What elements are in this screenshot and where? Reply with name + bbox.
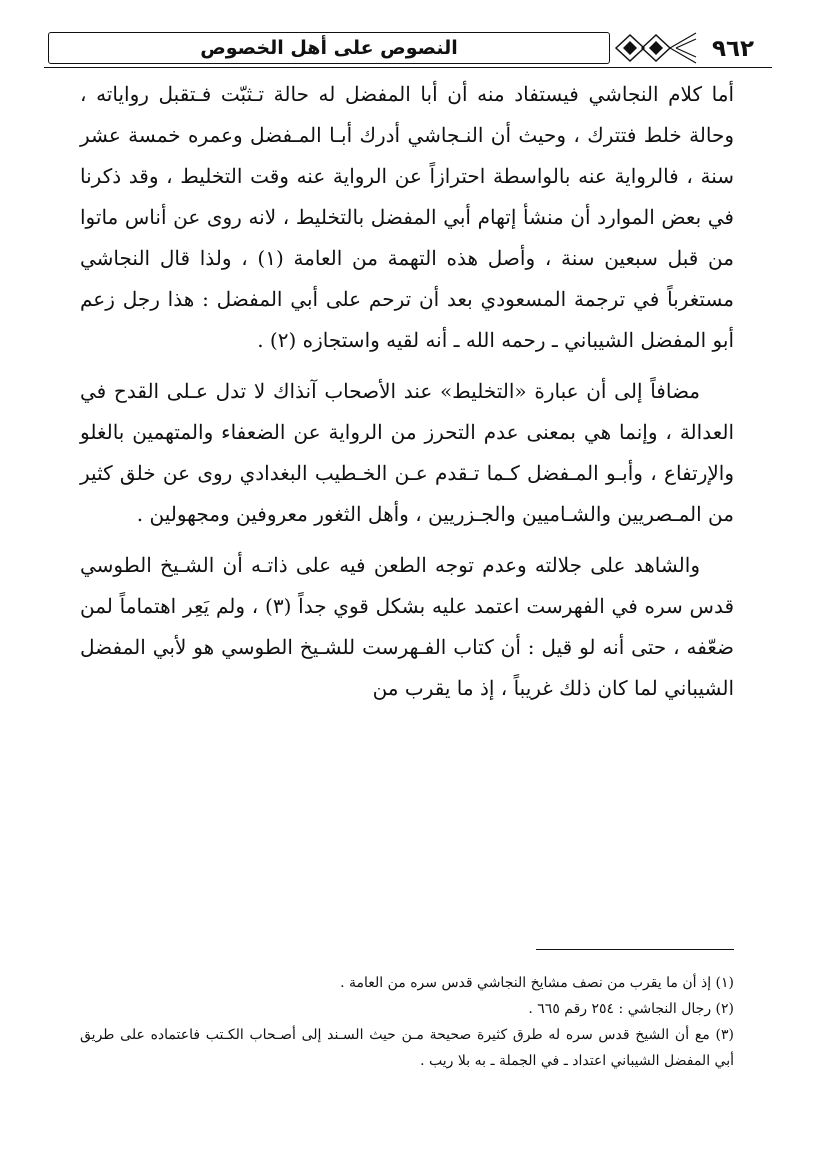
footnote: (٢) رجال النجاشي : ٢٥٤ رقم ٦٦٥ . <box>528 1001 734 1017</box>
paragraph: مضافاً إلى أن عبارة «التخليط» عند الأصحاب آنذاك لا تدل عـلى القدح في العدالة ، وإنما هي بمعنى عدم التحرز من الرواية عن الضعفاء والمتهمين بالغلو والإرتفاع ، وأبـو المـفضل كـما تـقدم عـن الخـطيب البغدادي روى عن خلق كثير من المـصريين والشـاميين والجـزريين ، وأهل الثغور معروفين ومجهولين . <box>80 379 734 526</box>
footnote: (٣) مع أن الشيخ قدس سره له طرق كثيرة صحيحة مـن حيث السـند إلى أصـحاب الكـتب فاعتماده على طريق أبي المفضل الشيباني اعتداد ـ في الجملة ـ به بلا ريب . <box>80 1027 734 1069</box>
page-number: ٩٦٢ <box>711 36 755 62</box>
footnote-separator <box>536 949 734 950</box>
ornament-icon <box>612 30 698 66</box>
paragraph: والشاهد على جلالته وعدم توجه الطعن فيه على ذاتـه أن الشـيخ الطوسي قدس سره في الفهرست اعتمد عليه بشكل قوي جداً (٣) ، ولم يَعِر اهتماماً لمن ضعّفه ، حتى أنه لو قيل : أن كتاب الفـهرست للشـيخ الطوسي هو لأبي المفضل الشيباني لما كان ذلك غريباً ، إذ ما يقرب من <box>80 553 735 700</box>
running-header <box>44 30 772 70</box>
footnote: (١) إذ أن ما يقرب من نصف مشايخ النجاشي قدس سره من العامة . <box>340 975 734 991</box>
paragraph: أما كلام النجاشي فيستفاد منه أن أبا المفضل له حالة تـثبّت فـتقبل رواياته ، وحالة خلط فتترك ، وحيث أن النـجاشي أدرك أبـا المـفضل وعمره خمسة عشر سنة ، فالرواية عنه بالواسطة احترازاً عن الرواية عنه وقت التخليط ، وقد ذكرنا في بعض الموارد أن منشأ إتهام أبي المفضل بالتخليط ، لانه روى عن أناس ماتوا من قبل سبعين سنة ، وأصل هذه التهمة من العامة (١) ، ولذا قال النجاشي مستغرباً في ترجمة المسعودي بعد أن ترحم على أبي المفضل : هذا رجل زعم أبو المفضل الشيباني ـ رحمه الله ـ أنه لقيه واستجازه (٢) . <box>80 82 734 352</box>
header-rule <box>44 67 772 68</box>
main-text <box>80 74 734 709</box>
running-title: النصوص على أهل الخصوص <box>48 32 610 64</box>
footnotes <box>80 970 734 1074</box>
